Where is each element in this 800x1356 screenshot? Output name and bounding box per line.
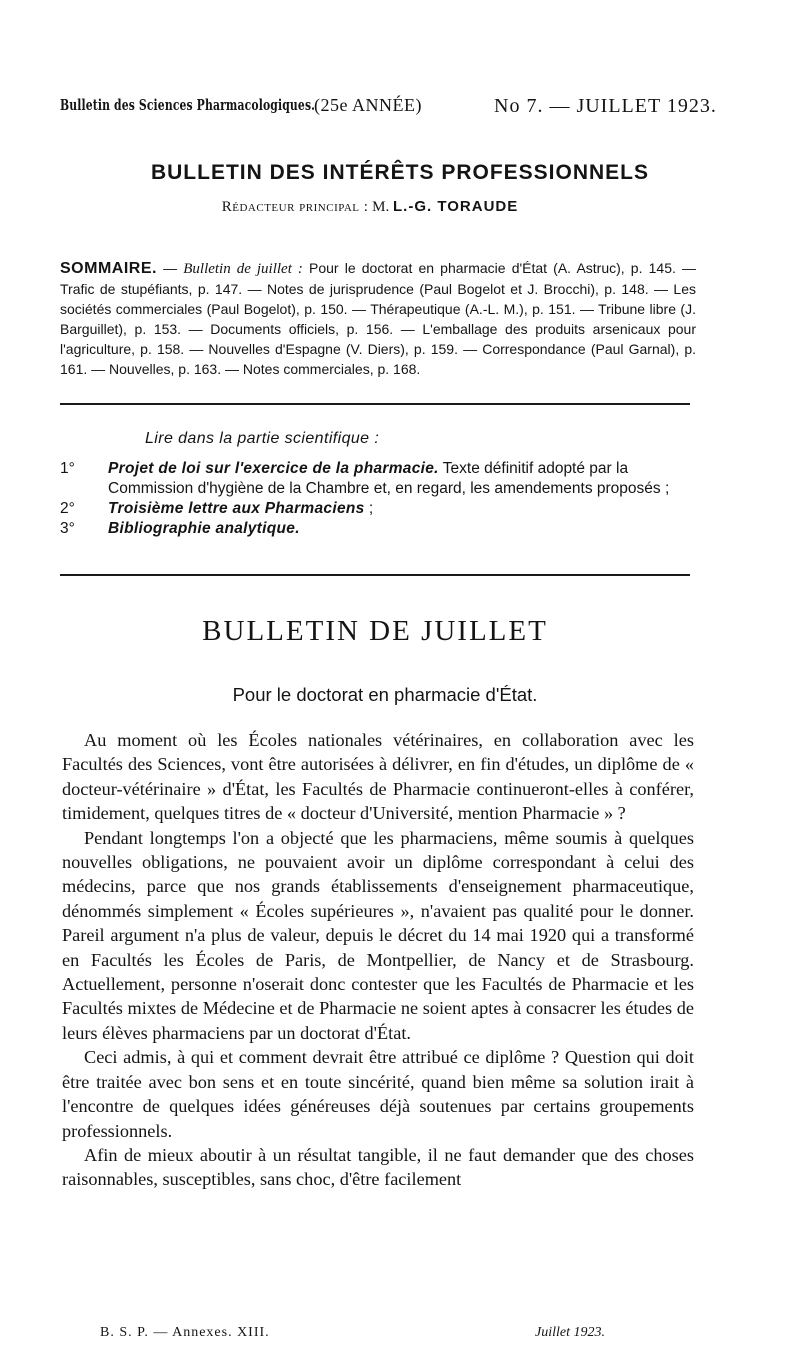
editor-line bbox=[0, 198, 740, 216]
divider-top bbox=[60, 403, 690, 405]
paragraph: Pendant longtemps l'on a objecté que les pharmaciens, même soumis à quelques nouvelles obligations, ne pouvaient avoir un diplôme correspondant à celui des médecins, parce que nos grands établissements d'enseignement pharmaceutique, dénommés simplement « Écoles supérieures », n'avaient pas qualité pour le donner. Pareil argument n'a plus de valeur, depuis le décret du 14 mai 1920 qui a transformé en Facultés les Écoles de Paris, de Montpellier, de Nancy et de Strasbourg. Actuellement, personne n'oserait donc contester que les Facultés de Pharmacie et les Facultés mixtes de Médecine et de Pharmacie ne soient aptes à consacrer les études de leurs élèves pharmaciens par un doctorat d'État. bbox=[62, 827, 694, 1043]
item-number: 1° bbox=[60, 460, 75, 477]
item-title: Bibliographie analytique. bbox=[108, 520, 300, 537]
item-title: Projet de loi sur l'exercice de la pharmacie. bbox=[108, 460, 439, 477]
divider-bottom bbox=[60, 574, 690, 576]
main-title: BULLETIN DES INTÉRÊTS PROFESSIONNELS bbox=[150, 161, 650, 184]
list-item bbox=[60, 459, 696, 499]
editor-prefix: M. bbox=[372, 199, 390, 215]
list-item bbox=[60, 519, 696, 539]
editor-name: L.-G. TORAUDE bbox=[393, 198, 519, 215]
item-number: 2° bbox=[60, 500, 75, 517]
sommaire-text: Pour le doctorat en pharmacie d'État (A. Astruc), p. 145. — Trafic de stupéfiants, p. 147. — Notes de jurisprudence (Paul Bogelot et J. Brocchi), p. 148. — Les sociétés commerciales (Paul Bogelot), p. 150. — Thérapeutique (A.-L. M.), p. 151. — Tribune libre (J. Barguillet), p. 153. — Documents officiels, p. 156. — L'emballage des produits arsenicaux pour l'agriculture, p. 158. — Nouvelles d'Espagne (V. Diers), p. 159. — Correspondance (Paul Garnal), p. 161. — Nouvelles, p. 163. — Notes commerciales, p. 168. bbox=[60, 260, 697, 377]
footer-reference: B. S. P. — Annexes. XIII. bbox=[100, 1325, 270, 1340]
item-text: ; bbox=[364, 500, 374, 517]
footer-date: Juillet 1923. bbox=[535, 1325, 605, 1340]
item-text: Texte définitif adopté par la Commission d'hygiène de la Chambre et, en regard, les amendements proposés ; bbox=[108, 460, 670, 497]
article-body bbox=[62, 728, 694, 1192]
journal-year: (25e ANNÉE) bbox=[314, 95, 422, 115]
sommaire-lead: Bulletin de juillet : bbox=[183, 261, 303, 277]
editor-label: Rédacteur principal : bbox=[221, 199, 369, 215]
article-title: Pour le doctorat en pharmacie d'État. bbox=[232, 684, 538, 705]
sommaire-dash: — bbox=[156, 260, 184, 276]
section-title: BULLETIN DE JUILLET bbox=[202, 615, 548, 647]
table-of-contents bbox=[60, 258, 696, 379]
list-item bbox=[60, 499, 696, 519]
sommaire-label: SOMMAIRE. bbox=[60, 260, 157, 277]
item-title: Troisième lettre aux Pharmaciens bbox=[108, 500, 365, 517]
paragraph: Au moment où les Écoles nationales vétérinaires, en collaboration avec les Facultés des Sciences, vont être autorisées à délivrer, en fin d'études, un diplôme de « docteur-vétérinaire » d'État, les Facultés de Pharmacie continueront-elles à conférer, timidement, quelques titres de « docteur d'Université, mention Pharmacie » ? bbox=[62, 730, 694, 824]
scientific-part-heading: Lire dans la partie scientifique : bbox=[145, 430, 380, 447]
scientific-part-list bbox=[60, 459, 696, 539]
paragraph: Ceci admis, à qui et comment devrait être attribué ce diplôme ? Question qui doit être traitée avec bon sens et en toute sincérité, quand bien même sa solution irait à l'encontre de quelques idées généreuses déjà soutenues par certains groupements professionnels. bbox=[62, 1047, 694, 1141]
journal-name: Bulletin des Sciences Pharmacologiques. bbox=[60, 96, 316, 114]
item-number: 3° bbox=[60, 520, 75, 537]
issue-date: No 7. — JUILLET 1923. bbox=[494, 95, 717, 117]
running-header bbox=[60, 93, 717, 121]
paragraph: Afin de mieux aboutir à un résultat tangible, il ne faut demander que des choses raisonnables, susceptibles, sans choc, d'être facilement bbox=[62, 1144, 694, 1190]
